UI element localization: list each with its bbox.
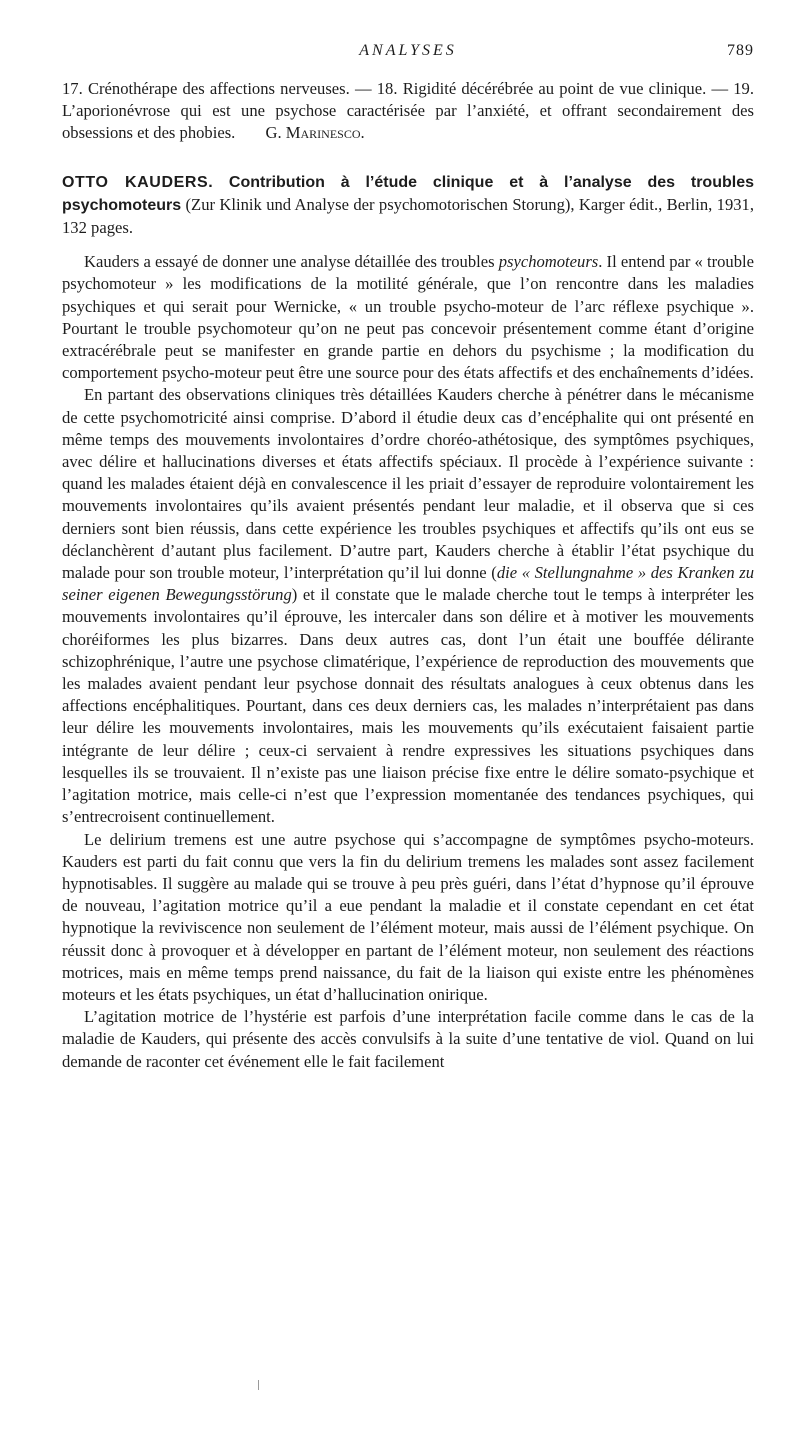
reviewer-signature: G. Marinesco. [265, 123, 365, 143]
review-author: OTTO KAUDERS. [62, 173, 214, 191]
running-header [62, 42, 754, 68]
paragraph-emphasis: die « Stellungnahme » des Kranken zu seiner eigenen Bewegungsstörung [62, 563, 754, 605]
review-heading [62, 171, 754, 240]
body-paragraph-3 [62, 829, 754, 1007]
paragraph-text: Le delirium tremens est une autre psychose qui s’accompagne de symptômes psycho-moteurs. Kauders est parti du fait connu que vers la fin du delirium tremens les malades sont assez facilement hypnotisables. Il suggère au malade qui se trouve à peu près guéri, dans l’état d’hypnose qu’il éprouve de nouveau, l’agitation motrice qu’il a eue pendant la maladie et il constate cependant en cet état hypnotique la reviviscence non seulement de l’élément moteur, mais aussi de l’élément psychique. On réussit donc à provoquer et à développer en partant de l’élément moteur, non seulement des réactions motrices, mais en même temps prend naissance, du fait de la liaison qui existe entre les phénomènes moteurs et les états psychiques, un état d’hallucination onirique. [62, 829, 754, 1004]
scan-artifact-mark [258, 1380, 259, 1390]
paragraph-text: Kauders a essayé de donner une analyse détaillée des troubles [84, 252, 499, 272]
page-number: 789 [727, 42, 754, 59]
review-title: Contribution à l’étude clinique et à l’analyse des troubles psychomoteurs [62, 173, 754, 214]
body-paragraph-4 [62, 1006, 754, 1073]
references-text: 17. Crénothérape des affections nerveuses. — 18. Rigidité décérébrée au point de vue clinique. — 19. L’aporionévrose qui est une psychose caractérisée par l’anxiété, et offrant secondairement des obsessions et des phobies. [62, 79, 754, 143]
paragraph-emphasis: psychomoteurs [498, 252, 599, 272]
paragraph-text: L’agitation motrice de l’hystérie est parfois d’une interprétation facile comme dans le cas de la maladie de Kauders, qui présente des accès convulsifs à la suite d’une tentative de viol. Quand on lui demande de raconter cet événement elle le fait facilement [62, 1007, 754, 1071]
document-page [62, 42, 754, 1073]
body-paragraph-1 [62, 251, 754, 384]
running-title: ANALYSES [359, 42, 457, 59]
body-paragraph-2 [62, 384, 754, 828]
paragraph-text: En partant des observations cliniques très détaillées Kauders cherche à pénétrer dans le mécanisme de cette psychomotricité ainsi comprise. D’abord il étudie deux cas d’encéphalite qui ont présenté en même temps des mouvements involontaires d’ordre choréo-athétosique, des symptômes psychiques, avec délire et hallucinations diverses et états affectifs spéciaux. Il procède à l’expérience suivante : quand les malades étaient déjà en convalescence il les priait d’essayer de reproduire volontairement les mouvements involontaires qu’ils avaient présentés pendant leur maladie, et il observa que si ces derniers sont bien réussis, dans cette expérience les troubles psychiques et affectifs qu’ils ont eus se déclanchèrent d’autant plus facilement. D’autre part, Kauders cherche à établir l’état psychique du malade pour son trouble moteur, l’interprétation qu’il lui donne ( [62, 385, 754, 583]
references-paragraph [62, 78, 754, 145]
review-publication: (Zur Klinik und Analyse der psychomotorischen Storung), Karger édit., Berlin, 1931, 132 pages. [62, 194, 754, 238]
paragraph-text-continued: ) et il constate que le malade cherche tout le temps à interpréter les mouvements involontaires qu’il éprouve, les intercaler dans son délire et à motiver les mouvements choréiformes les plus bizarres. Dans deux autres cas, dont l’un était une bouffée délirante schizophrénique, l’autre une psychose climatérique, l’expérience de reproduction des mouvements que les malades avaient pendant leur psychose donnait des résultats analogues à ceux obtenus dans les affections encéphalitiques. Pourtant, dans ces deux derniers cas, les malades n’interprétaient pas dans leur délire les mouvements involontaires, mais les mouvements qu’ils exécutaient faisaient partie intégrante de leur délire ; ceux-ci servaient à rendre expressives les situations psychiques dans lesquelles ils se trouvaient. Il n’existe pas une liaison précise fixe entre le délire somato-psychique et l’agitation motrice, mais celle-ci n’est que l’expression momentanée des tendances psychiques, qui s’entrecroisent continuellement. [62, 585, 755, 827]
paragraph-text-continued: . Il entend par « trouble psychomoteur » les modifications de la motilité générale, que l’on rencontre dans les maladies psychiques et qui serait pour Wernicke, « un trouble psycho-moteur de l’arc réflexe psychique ». Pourtant le trouble psychomoteur qu’on ne peut pas concevoir présentement comme étant d’origine extracérébrale peut se manifester en grande partie en dehors du psychisme ; la modification du comportement psycho-moteur peut être une source pour des états affectifs et des enchaînements d’idées. [62, 252, 754, 383]
